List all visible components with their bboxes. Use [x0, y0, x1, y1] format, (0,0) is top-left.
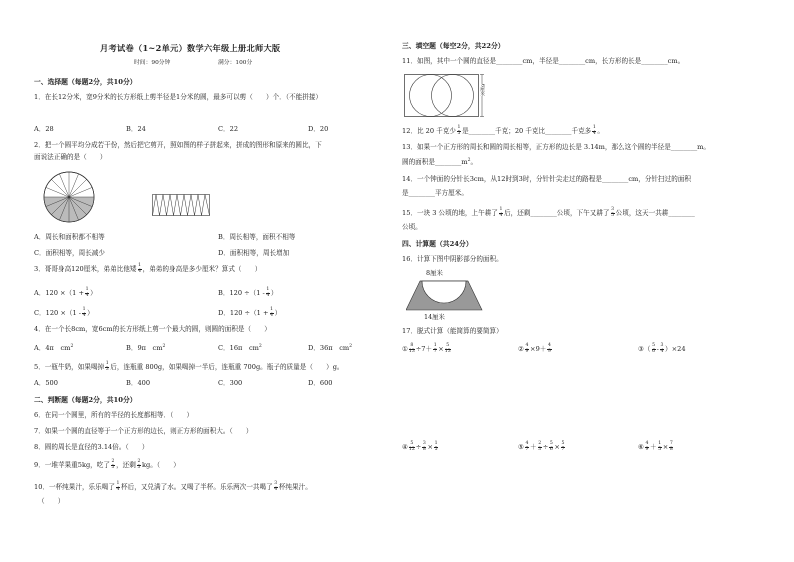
expression-1: ① $\frac{8}{13}$ ÷7＋ $\frac{1}{7}$ × $\frac{5}{13}$	[402, 343, 451, 354]
q5-option-b[interactable]: B．400	[126, 379, 151, 387]
question-2-line2: 面说法正确的是（ ）	[34, 153, 107, 161]
q2-option-c[interactable]: C．面积相等，周长减少	[34, 249, 105, 257]
question-10: 10．一杯纯果汁，乐乐喝了 $\frac{1}{4}$ 杯后，又兑满了水。又喝了半杯。乐乐两次一共喝了 $\frac{3}{4}$ 杯纯果汁。	[34, 481, 312, 492]
q4-option-d[interactable]: D．36π $cm^2$	[308, 344, 353, 353]
question-1: 1．在长12分米，宽9分米的长方形纸上剪半径是1分米的圆，最多可以剪（ ）个．（不能拼接）	[34, 93, 323, 101]
section-calc-heading: 四、计算题（共24分）	[402, 240, 473, 248]
q11-height-label: 6厘米	[479, 84, 485, 97]
section-fill-heading: 三、填空题（每空2分，共22分）	[402, 42, 505, 50]
q16-top-label: 8厘米	[426, 269, 443, 277]
q1-option-a[interactable]: A．28	[34, 125, 54, 133]
question-12: 12．比 20 千克少 $\frac{1}{5}$ 是________千克；20 千克比________千克多 $\frac{1}{4}$ 。	[402, 125, 604, 136]
q3-fraction: $\frac{1}{4}$	[138, 263, 142, 274]
question-14-line2: 是________平方厘米。	[402, 189, 468, 197]
question-5: 5．一瓶牛奶，如果喝掉 $\frac{1}{3}$ 后，连瓶重 800g，如果喝掉一半后，连瓶重 700g。瓶子的质量是（ ）g。	[34, 361, 344, 372]
section-judge-heading: 二、判断题（每题2分，共10分）	[34, 396, 137, 404]
question-9: 9．一堆苹果重5kg，吃了 $\frac{2}{3}$ ，还剩 $\frac{2}{3}$ kg。（ ）	[34, 459, 180, 470]
question-10-bracket: （ ）	[38, 497, 65, 505]
question-6: 6．在同一个圆里，所有的半径的长度都相等．（ ）	[34, 411, 194, 419]
question-3: 3．哥哥身高120厘米，弟弟比他矮 $\frac{1}{4}$ ，弟弟的身高是多少厘米？算式（ ）	[34, 263, 262, 274]
expression-6: ⑥ $\frac{4}{9}$ ＋ $\frac{1}{5}$ × $\frac{7}{8}$	[638, 441, 673, 452]
q4-option-a[interactable]: A．4π $cm^2$	[34, 344, 74, 353]
section-choice-heading: 一、选择题（每题2分，共10分）	[34, 78, 137, 86]
expression-2: ② $\frac{4}{9}$ ×9＋ $\frac{4}{9}$	[518, 343, 551, 354]
two-circles-in-rectangle-figure	[404, 74, 486, 118]
expression-5: ⑤ $\frac{4}{7}$ ＋ $\frac{2}{3}$ ÷ $\frac{5}{6}$ × $\frac{5}{7}$	[518, 441, 565, 452]
question-4: 4．在一个长8cm，宽6cm的长方形纸上剪一个最大的圆，则圆的面积是（ ）	[34, 325, 271, 333]
question-16: 16．计算下图中阴影部分的面积。	[402, 255, 503, 263]
q5-option-a[interactable]: A．500	[34, 379, 58, 387]
exam-time: 时间：90分钟	[134, 60, 171, 66]
question-15-line2: 公顷。	[402, 223, 422, 231]
exam-score: 满分：100分	[218, 60, 253, 66]
trapezoid-semicircle-figure	[406, 280, 488, 312]
q5-option-c[interactable]: C．300	[218, 379, 243, 387]
question-8: 8．圆的周长是直径的3.14倍。（ ）	[34, 443, 149, 451]
q3-option-c[interactable]: C．120 ×（1 - $\frac{1}{4}$ ）	[34, 307, 94, 318]
expression-4: ④ $\frac{5}{12}$ ÷ $\frac{3}{8}$ × $\frac{1}{5}$	[402, 441, 438, 452]
question-15-line1: 15．一块 3 公顷的地，上午耕了 $\frac{1}{4}$ 后，还剩________公顷，下午又耕了 $\frac{3}{5}$ 公顷，这天一共耕________	[402, 207, 695, 218]
page-title: 月考试卷（1~2单元）数学六年级上册北师大版	[100, 43, 281, 53]
q3-option-a[interactable]: A．120 ×（1 + $\frac{1}{4}$ ）	[34, 287, 97, 298]
q4-option-b[interactable]: B．9π $cm^2$	[126, 344, 166, 353]
q2-option-b[interactable]: B．周长相等，面积不相等	[218, 233, 296, 241]
q3-option-d[interactable]: D．120 ÷（1 + $\frac{1}{4}$ ）	[218, 307, 282, 318]
q3-option-b[interactable]: B．120 ÷（1 - $\frac{1}{4}$ ）	[218, 287, 278, 298]
q16-bottom-label: 14厘米	[424, 313, 445, 321]
question-11: 11．如图，其中一个圆的直径是________cm，半径是________cm，长方形的长是________cm。	[402, 57, 685, 65]
q1-option-b[interactable]: B．24	[126, 125, 146, 133]
q1-option-d[interactable]: D．20	[308, 125, 329, 133]
question-14-line1: 14．一个钟面的分针长3cm，从12时到3时，分针针尖走过的路程是________cm，分针扫过的面积	[402, 175, 692, 183]
question-13-line2: 圆的面积是$\_\_\_\_\_\_\_\_m^2$。	[402, 158, 478, 167]
q5-option-d[interactable]: D．600	[308, 379, 333, 387]
question-7: 7．如果一个圆的直径等于一个正方形的边长，则正方形的面积大。（ ）	[34, 427, 253, 435]
divided-circle-figure	[42, 170, 96, 224]
q4-option-c[interactable]: C．16π $cm^2$	[218, 344, 262, 353]
question-17: 17．脱式计算（能简算的要简算）	[402, 327, 503, 335]
rearranged-parallelogram-figure	[152, 194, 210, 216]
question-13-line1: 13．如果一个正方形的周长和圆的周长相等，正方形的边长是 3.14m，那么这个圆的半径是________m。	[402, 143, 711, 151]
expression-3: ③（ $\frac{5}{6}$ - $\frac{3}{4}$ ）×24	[638, 343, 686, 354]
q2-option-d[interactable]: D．面积相等，周长增加	[218, 249, 290, 257]
question-2-line1: 2．把一个圆平均分成若干份，然后把它剪开，照如图的样子拼起来，拼成的图形和原来的圆比，下	[34, 141, 322, 149]
q1-option-c[interactable]: C．22	[218, 125, 239, 133]
q2-option-a[interactable]: A．周长和面积都不相等	[34, 233, 105, 241]
